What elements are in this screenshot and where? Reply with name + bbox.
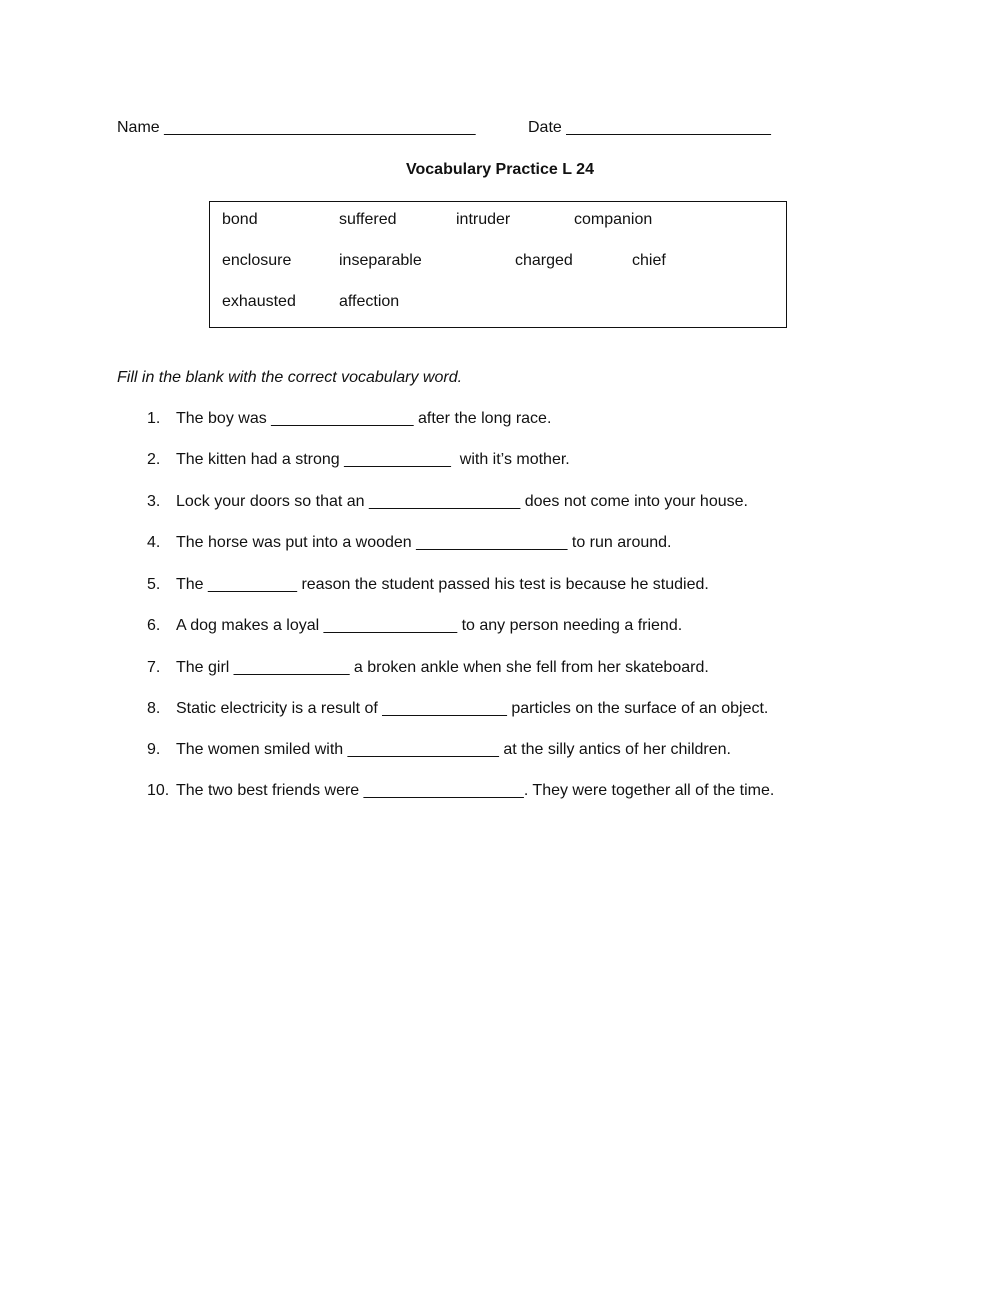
word-bank-item: affection (339, 293, 400, 310)
question-number: 7. (147, 659, 161, 676)
word-bank-item: intruder (456, 211, 511, 228)
word-bank-item: enclosure (222, 252, 292, 269)
word-bank-item: companion (574, 211, 653, 228)
question-text[interactable]: The girl _____________ a broken ankle when she fell from her skateboard. (176, 659, 709, 676)
question-number: 6. (147, 617, 161, 634)
question-number: 1. (147, 410, 161, 427)
question-text[interactable]: Static electricity is a result of ______________ particles on the surface of an object. (176, 700, 769, 717)
question-text[interactable]: The two best friends were __________________. They were together all of the time. (176, 782, 775, 799)
question-text[interactable]: The boy was ________________ after the long race. (176, 410, 552, 427)
name-field[interactable]: Name ___________________________________ (117, 119, 476, 136)
date-field[interactable]: Date _______________________ (528, 119, 771, 136)
instruction-text: Fill in the blank with the correct vocabulary word. (117, 369, 463, 386)
question-text[interactable]: The __________ reason the student passed his test is because he studied. (176, 576, 709, 593)
question-text[interactable]: The kitten had a strong ____________ with it’s mother. (176, 451, 570, 468)
word-bank-item: suffered (339, 211, 397, 228)
question-number: 2. (147, 451, 161, 468)
word-bank-item: bond (222, 211, 258, 228)
word-bank-item: chief (632, 252, 666, 269)
question-text[interactable]: The horse was put into a wooden _________________ to run around. (176, 534, 672, 551)
question-number: 3. (147, 493, 161, 510)
word-bank-item: exhausted (222, 293, 296, 310)
question-number: 8. (147, 700, 161, 717)
word-bank-item: charged (515, 252, 573, 269)
question-number: 10. (147, 782, 170, 799)
word-bank-item: inseparable (339, 252, 422, 269)
question-number: 5. (147, 576, 161, 593)
question-number: 9. (147, 741, 161, 758)
question-text[interactable]: A dog makes a loyal _______________ to any person needing a friend. (176, 617, 683, 634)
page-title: Vocabulary Practice L 24 (406, 161, 594, 178)
question-text[interactable]: Lock your doors so that an _________________ does not come into your house. (176, 493, 748, 510)
word-bank-box (209, 201, 787, 328)
question-number: 4. (147, 534, 161, 551)
question-text[interactable]: The women smiled with _________________ at the silly antics of her children. (176, 741, 731, 758)
